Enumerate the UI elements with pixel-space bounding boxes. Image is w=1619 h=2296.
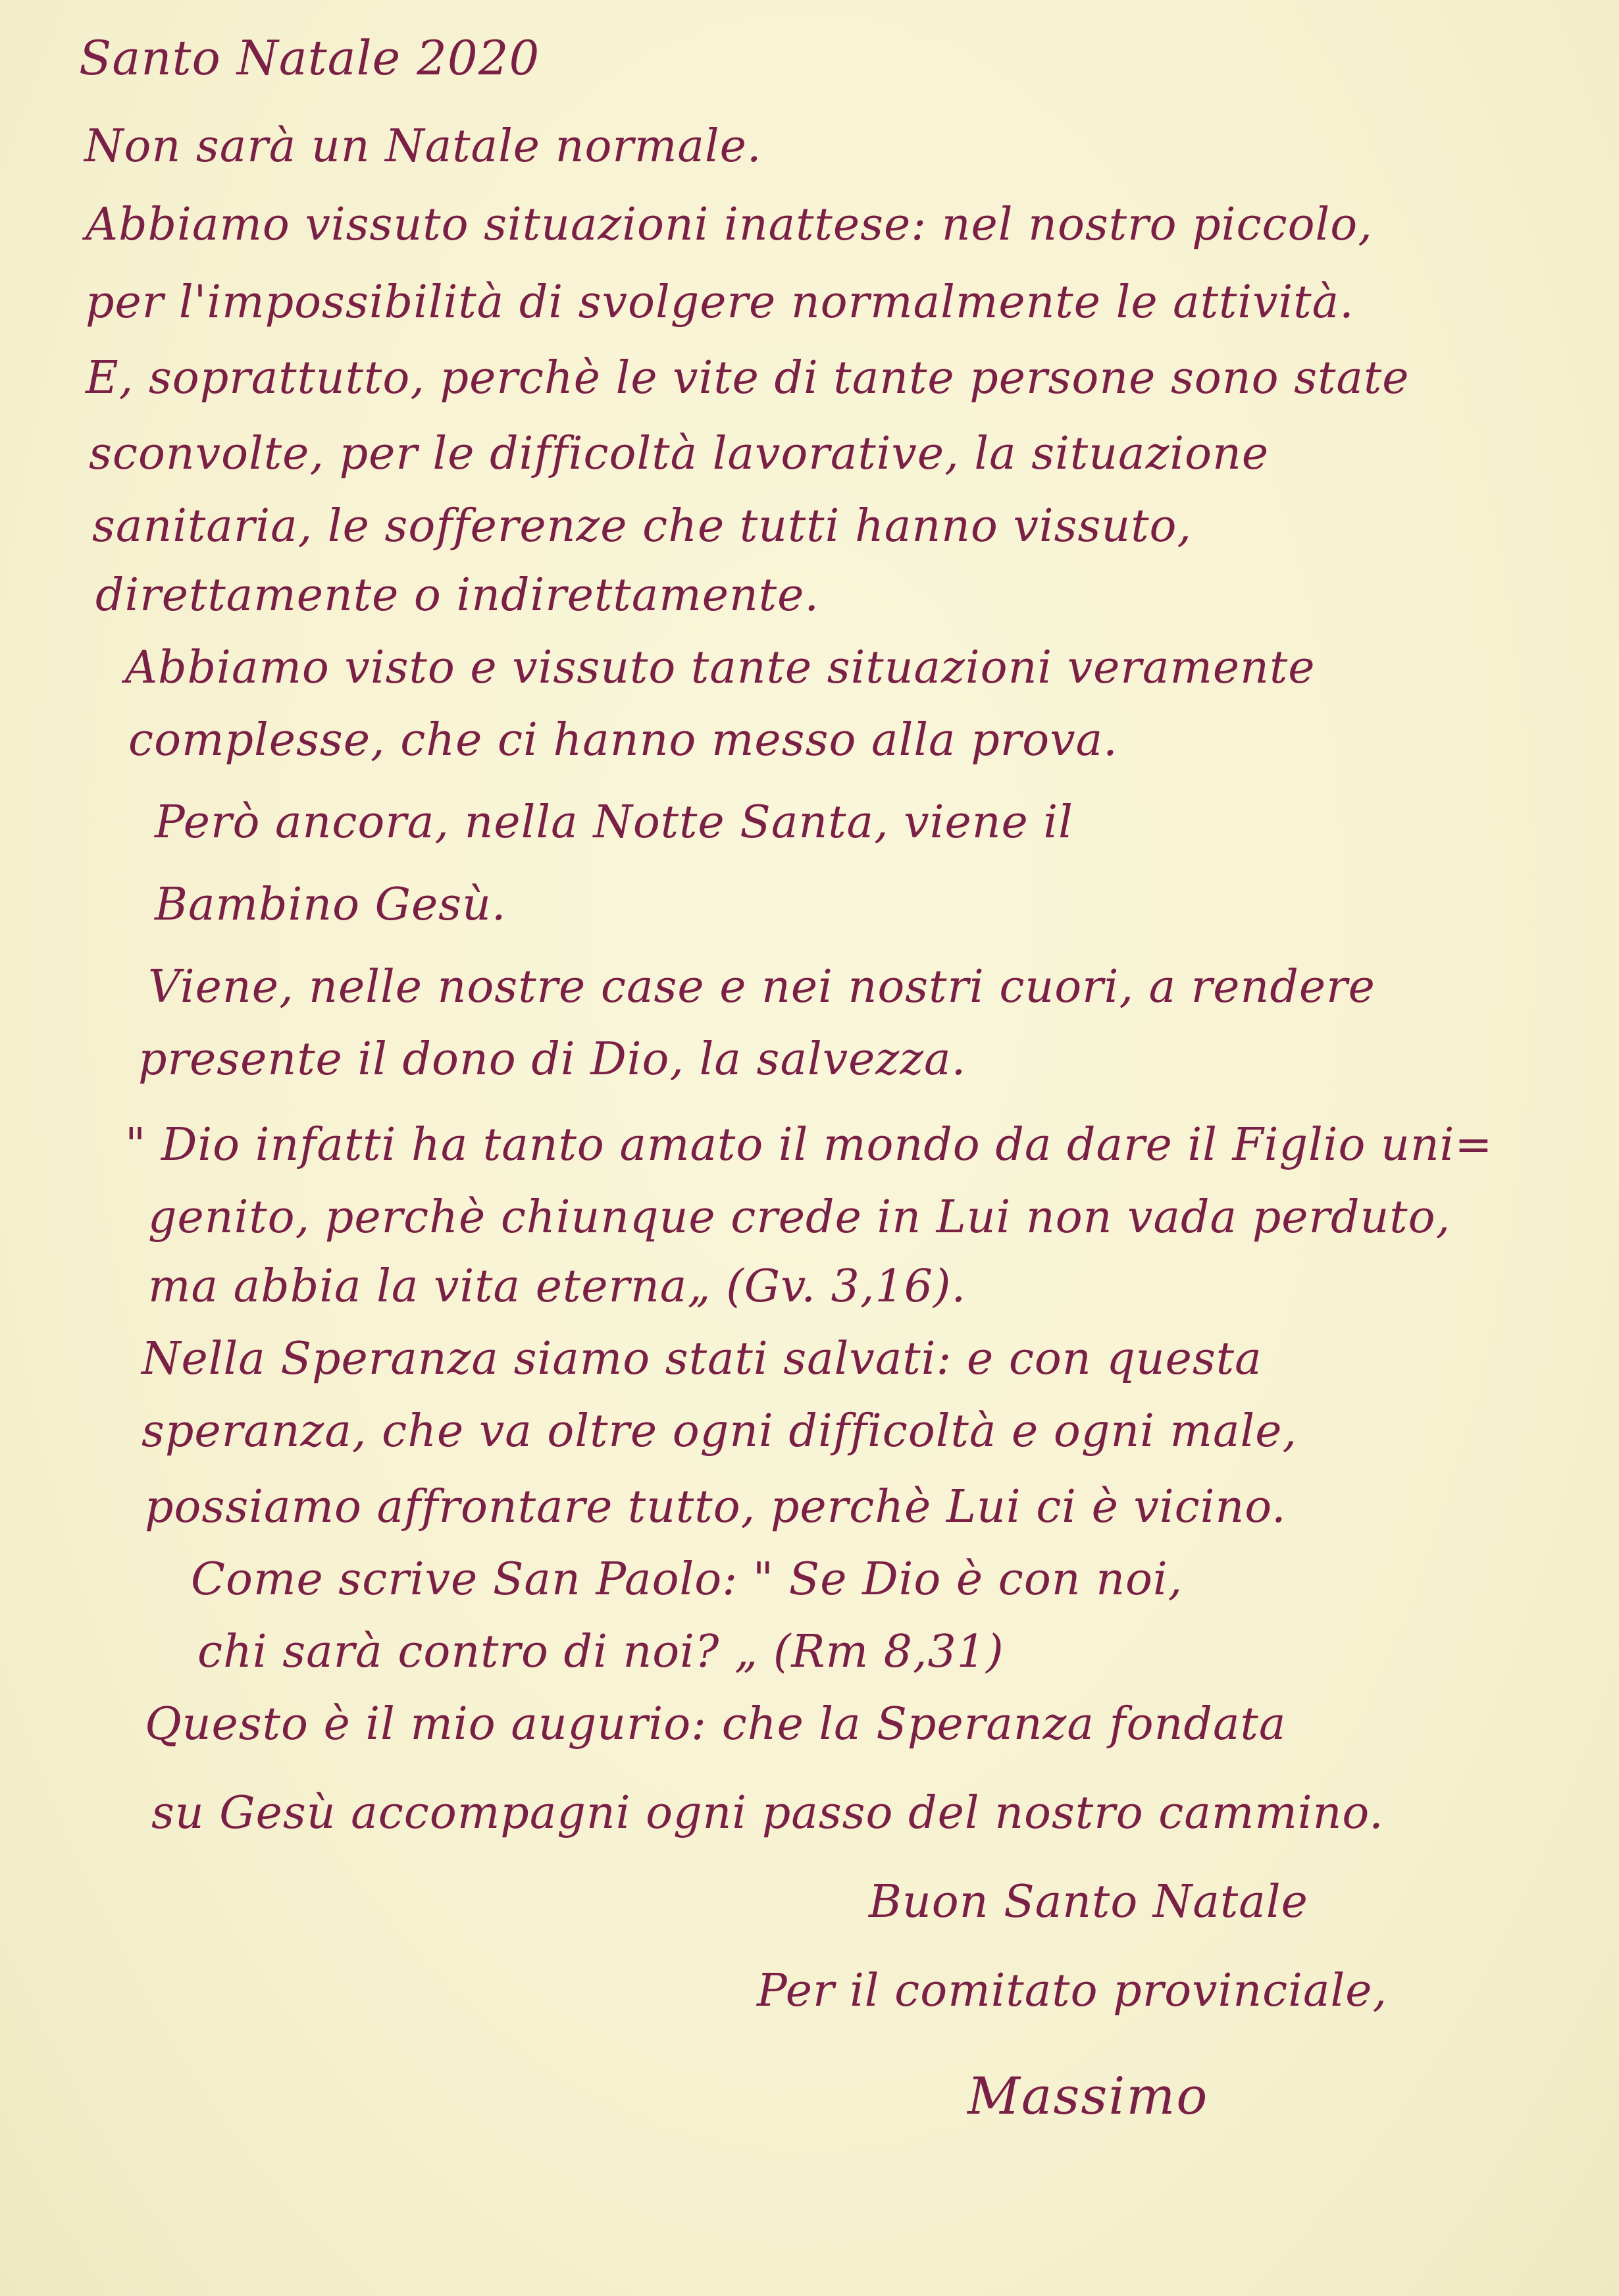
letter-line: Bambino Gesù. (155, 879, 507, 931)
letter-line: sanitaria, le sofferenze che tutti hanno vissuto, (92, 500, 1193, 552)
letter-line: direttamente o indirettamente. (95, 569, 819, 621)
letter-line: speranza, che va oltre ogni difficoltà e ogni male, (141, 1405, 1298, 1457)
letter-line: su Gesù accompagni ogni passo del nostro cammino. (151, 1787, 1384, 1839)
closing-on-behalf: Per il comitato provinciale, (757, 1965, 1388, 2017)
letter-line: " Dio infatti ha tanto amato il mondo da dare il Figlio uni= (125, 1119, 1493, 1171)
letter-line: Abbiamo visto e vissuto tante situazioni veramente (125, 642, 1316, 694)
letter-line: Però ancora, nella Notte Santa, viene il (155, 796, 1073, 848)
letter-line: Questo è il mio augurio: che la Speranza fondata (145, 1698, 1287, 1750)
letter-line: Viene, nelle nostre case e nei nostri cuori, a rendere (148, 961, 1375, 1013)
letter-line: per l'impossibilità di svolgere normalmente le attività. (86, 276, 1354, 328)
letter-line: Non sarà un Natale normale. (84, 120, 762, 172)
letter-line: possiamo affrontare tutto, perchè Lui ci è vicino. (145, 1481, 1287, 1533)
letter-line: Abbiamo vissuto situazioni inattese: nel nostro piccolo, (86, 199, 1373, 251)
letter-line: chi sarà contro di noi? „ (Rm 8,31) (197, 1626, 1004, 1678)
closing-greeting: Buon Santo Natale (869, 1876, 1308, 1928)
letter-line: sconvolte, per le difficoltà lavorative, la situazione (89, 428, 1270, 480)
letter-line: genito, perchè chiunque crede in Lui non vada perduto, (148, 1191, 1451, 1243)
letter-line: Come scrive San Paolo: " Se Dio è con noi, (191, 1553, 1183, 1605)
letter-line: complesse, che ci hanno messo alla prova. (128, 714, 1118, 766)
letter-line: ma abbia la vita eterna„ (Gv. 3,16). (148, 1261, 967, 1313)
letter-title: Santo Natale 2020 (79, 30, 540, 86)
letter-line: Nella Speranza siamo stati salvati: e con questa (141, 1333, 1262, 1385)
letter-line: E, soprattutto, perchè le vite di tante persone sono state (86, 352, 1410, 404)
letter-line: presente il dono di Dio, la salvezza. (138, 1033, 967, 1085)
signature: Massimo (967, 2067, 1209, 2126)
